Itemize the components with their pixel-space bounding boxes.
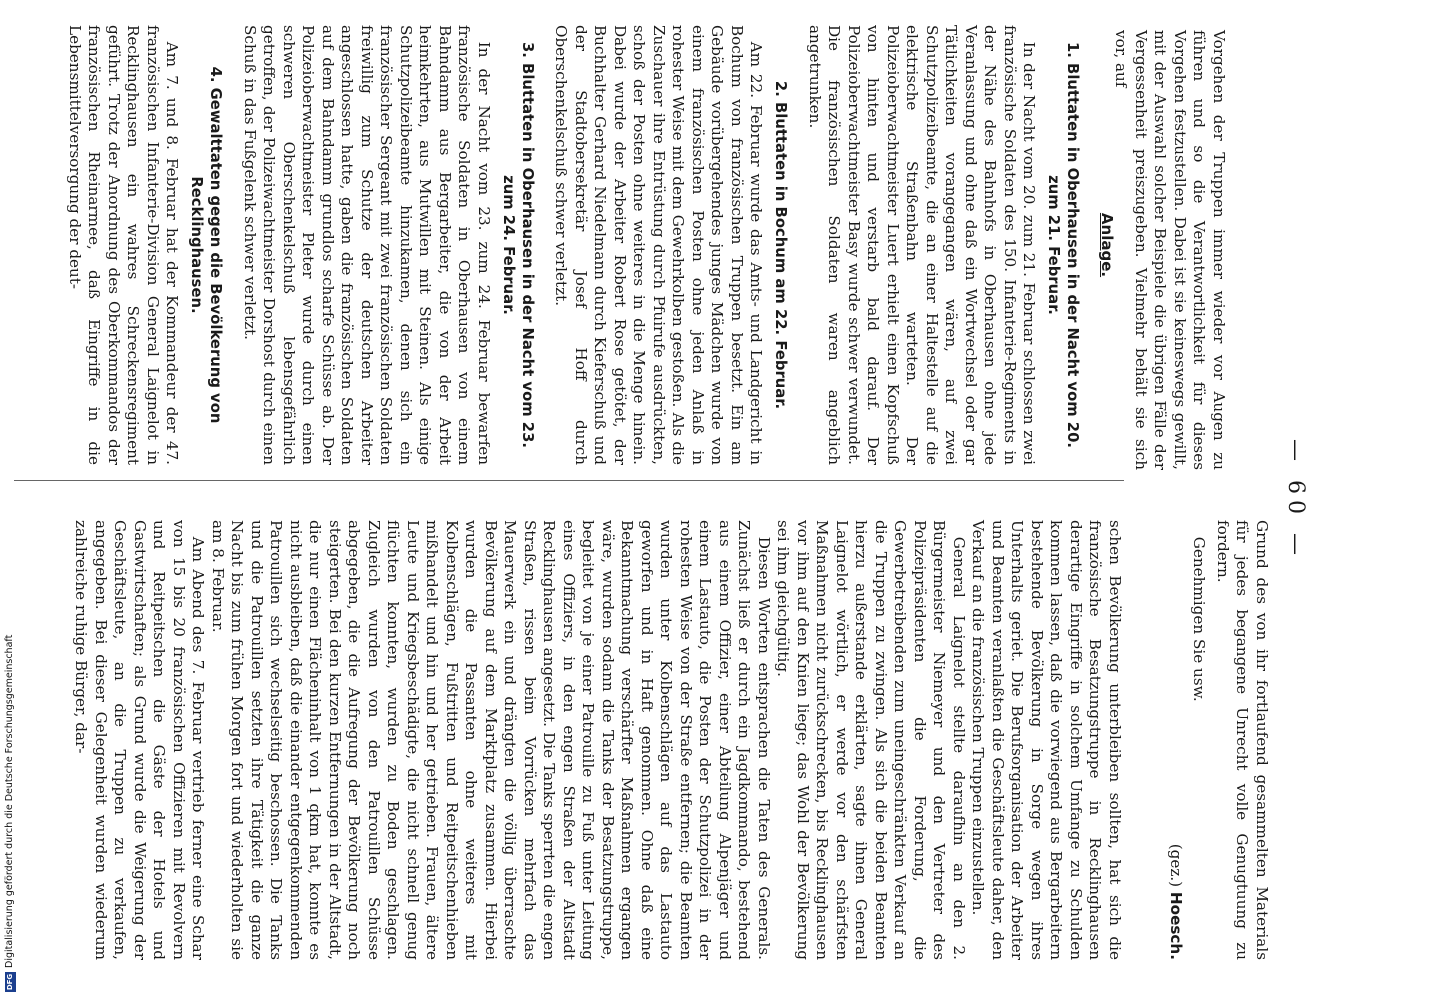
section-4-text: Am 7. und 8. Februar hat der Kommandeur der 47. französischen Infanterie-Division General Laignelot in Recklinghausen ein wahres Schreckensregiment geführt. Trotz der Anordnung des Oberkommandos der französischen Rheinarmee, daß Eingriffe in die Lebensmittelversorgung der deut- <box>66 25 182 465</box>
imprint-text: Digitalisierung gefördert durch die Deutsche Forschungsgemeinschaft <box>4 634 15 968</box>
section-3-text: In der Nacht vom 23. zum 24. Februar bewarfen französische Soldaten in Oberhausen von einem Bahndamm aus Bergarbeiter, die von der Arbeit heimkehrten, aus Mutwillen mit Steinen. Als einige Schutzpolizeibeamte hinzukamen, denen sich ein französischer Sergeant mit zwei französischen Soldaten freiwillig zum Schutze der deutschen Arbeiter angeschlossen hatte, gaben die französischen Soldaten auf dem Bahndamm grundlos scharfe Schüsse ab. Der Polizeioberwachtmeister Pleter wurde durch einen schweren Oberschenkelschuß lebensgefährlich getroffen, der Polizeiwachtmeister Dorshost durch einen Schuß in das Fußgelenk schwer verletzt. <box>241 25 493 465</box>
annex-heading: Anlage. <box>1098 212 1116 278</box>
right-column <box>71 520 1124 960</box>
column-divider <box>14 480 1124 481</box>
closing-formula: Genehmigen Sie usw. <box>1190 536 1209 702</box>
right-paragraph-1: schen Bevölkerung unterbleiben sollten, hat sich die französische Besatzungstruppe in Recklinghausen derartige Eingriffe in solchem Umfange zu Schulden kommen lassen, daß die vorwiegend aus Bergarbeitern bestehende Bevölkerung in Sorge wegen ihres Unterhalts geriet. Die Berufsorganisation der Arbeiter und Beamten veranlaßten die Geschäftsleute daher, den Verkauf an die französischen Truppen einzustellen. <box>969 520 1124 960</box>
section-1-heading: 1. Bluttaten in Oberhausen in der Nacht vom 20. zum 21. Februar. <box>1045 41 1082 449</box>
section-3-heading: 3. Bluttaten in Oberhausen in der Nacht vom 23. zum 24. Februar. <box>500 41 536 449</box>
intro-paragraph: Vorgehen der Truppen immer wieder vor Augen zu führen und so die Verantwortlichkeit für dieses Vorgehen festzustellen. Dabei ist sie keineswegs gewillt, mit der Auswahl solcher Beispiele die übrigen Fälle der Vergessenheit preiszugeben. Vielmehr behält sie sich vor, auf <box>1112 30 1228 470</box>
right-paragraph-4: Am Abend des 7. Februar vertrieb ferner eine Schar von 15 bis 20 französischen Offizieren mit Revolvern und Reitpeitschen die Gäste der Hotels und Gastwirtschaften; als Grund wurde die Weigerung der Geschäftsleute, an die Truppen zu verkaufen, angegeben. Bei dieser Gelegenheit wurden wiederum zahlreiche ruhige Bürger, dar- <box>72 520 208 960</box>
intro-text-left <box>1111 30 1228 470</box>
section-2-text: Am 22. Februar wurde das Amts- und Landgericht in Bochum von französischen Truppen besetzt. Ein am Gebäude vorübergehendes junges Mädchen wurde von einem französischen Posten ohne jeden Anlaß in rohester Weise mit dem Gewehrkolben gestoßen. Als die Zuschauer ihre Entrüstung durch Pfuirufe ausdrückten, schoß der Posten ohne weiteres in die Menge hinein. Dabei wurde der Arbeiter Robert Rose getötet, der Buchhalter Gerhard Niedelmann durch Kieferschuß und der Stadtobersekretär Josef Hoff durch Oberschenkelschuß schwer verletzt. <box>552 25 766 465</box>
section-1-text: In der Nacht vom 20. zum 21. Februar schlossen zwei französische Soldaten des 150. Infanterie-Regiments in der Nähe des Bahnhofs in Oberhausen ohne jede Veranlassung und ohne daß ein Wortwechsel oder gar Tätlichkeiten vorangegangen wären, auf zwei Schutzpolizeibeamte, die an einer Haltestelle auf die elektrische Straßenbahn warteten. Der Polizeioberwachtmeister Luert erhielt einen Kopfschuß von hinten und verstarb bald darauf. Der Polizeioberwachtmeister Basy wurde schwer verwundet. Die französischen Soldaten waren angeblich angetrunken. <box>806 25 1039 465</box>
page-number: — 60 — <box>1283 439 1308 561</box>
signature <box>1166 520 1186 960</box>
right-paragraph-2: General Laignelot stellte daraufhin an den 2. Bürgermeister Niemeyer und den Vertreter des Polizeipräsidenten die Forderung, die Gewerbetreibenden zum uneingeschränkten Verkauf an die Truppen zu zwingen. Als sich die beiden Beamten hierzu außerstande erklärten, sagte ihnen General Laignelot wörtlich, er werde vor den schärfsten Maßnahmen nicht zurückschrecken, bis Recklinghausen vor ihm auf den Knien liege; das Wohl der Bevölkerung sei ihm gleichgültig. <box>774 520 968 960</box>
section-2-heading: 2. Bluttaten in Bochum am 22. Februar. <box>772 80 790 410</box>
digitization-imprint <box>0 0 20 1000</box>
letter-closing <box>1166 520 1209 960</box>
dfg-logo: DFG <box>5 973 14 991</box>
intro-paragraph-continued: Grund des von ihr fortlaufend gesammelten Materials für jedes begangene Unrecht volle Genugtuung zu fordern. <box>1214 520 1271 960</box>
signature-prefix: (gez.) <box>1167 843 1185 888</box>
signature-name: Hoesch. <box>1167 891 1185 960</box>
intro-text-right <box>1166 520 1272 960</box>
right-paragraph-3: Diesen Worten entsprachen die Taten des Generals. Zunächst ließ er durch ein Jagdkommando, bestehend aus einem Offizier, einer Abteilung Alpenjäger und einem Lastauto, die Posten der Schutzpolizei in der rohesten Weise von der Straße entfernen; die Beamten wurden unter Kolbenschlägen auf das Lastauto geworfen und in Haft genommen. Ohne daß eine Bekanntmachung verschärfter Maßnahmen ergangen wäre, wurden sodann die Tanks der Besatzungstruppe, begleitet von je einer Patrouille zu Fuß unter Leitung eines Offiziers, in den engen Straßen der Altstadt Recklinghausen angesetzt. Die Tanks sperrten die engen Straßen, rissen beim Vorrücken mehrfach das Mauerwerk ein und drängten die völlig überraschte Bevölkerung auf dem Marktplatz zusammen. Hierbei wurden die Passanten ohne weiteres mit Kolbenschlägen, Fußtritten und Reitpeitschenhieben mißhandelt und hin und her getrieben. Frauen, ältere Leute und Kriegsbeschädigte, die nicht schnell genug flüchten konnten, wurden zu Boden geschlagen. Zugleich wurden von den Patrouillen Schüsse abgegeben, die die Aufregung der Bevölkerung noch steigerten. Bei den kurzen Entfernungen in der Altstadt, die nur einen Flächeninhalt von 1 qkm hat, konnte es nicht ausbleiben, daß die einander entgegenkommenden Patrouillen sich wechselseitig beschossen. Die Tanks und die Patrouillen setzten ihre Tätigkeit die ganze Nacht bis zum frühen Morgen fort und wiederholten sie am 8. Februar. <box>209 520 773 960</box>
section-4-heading: 4. Gewalttaten gegen die Bevölkerung von Recklinghausen. <box>188 66 225 424</box>
left-column <box>65 25 1125 465</box>
